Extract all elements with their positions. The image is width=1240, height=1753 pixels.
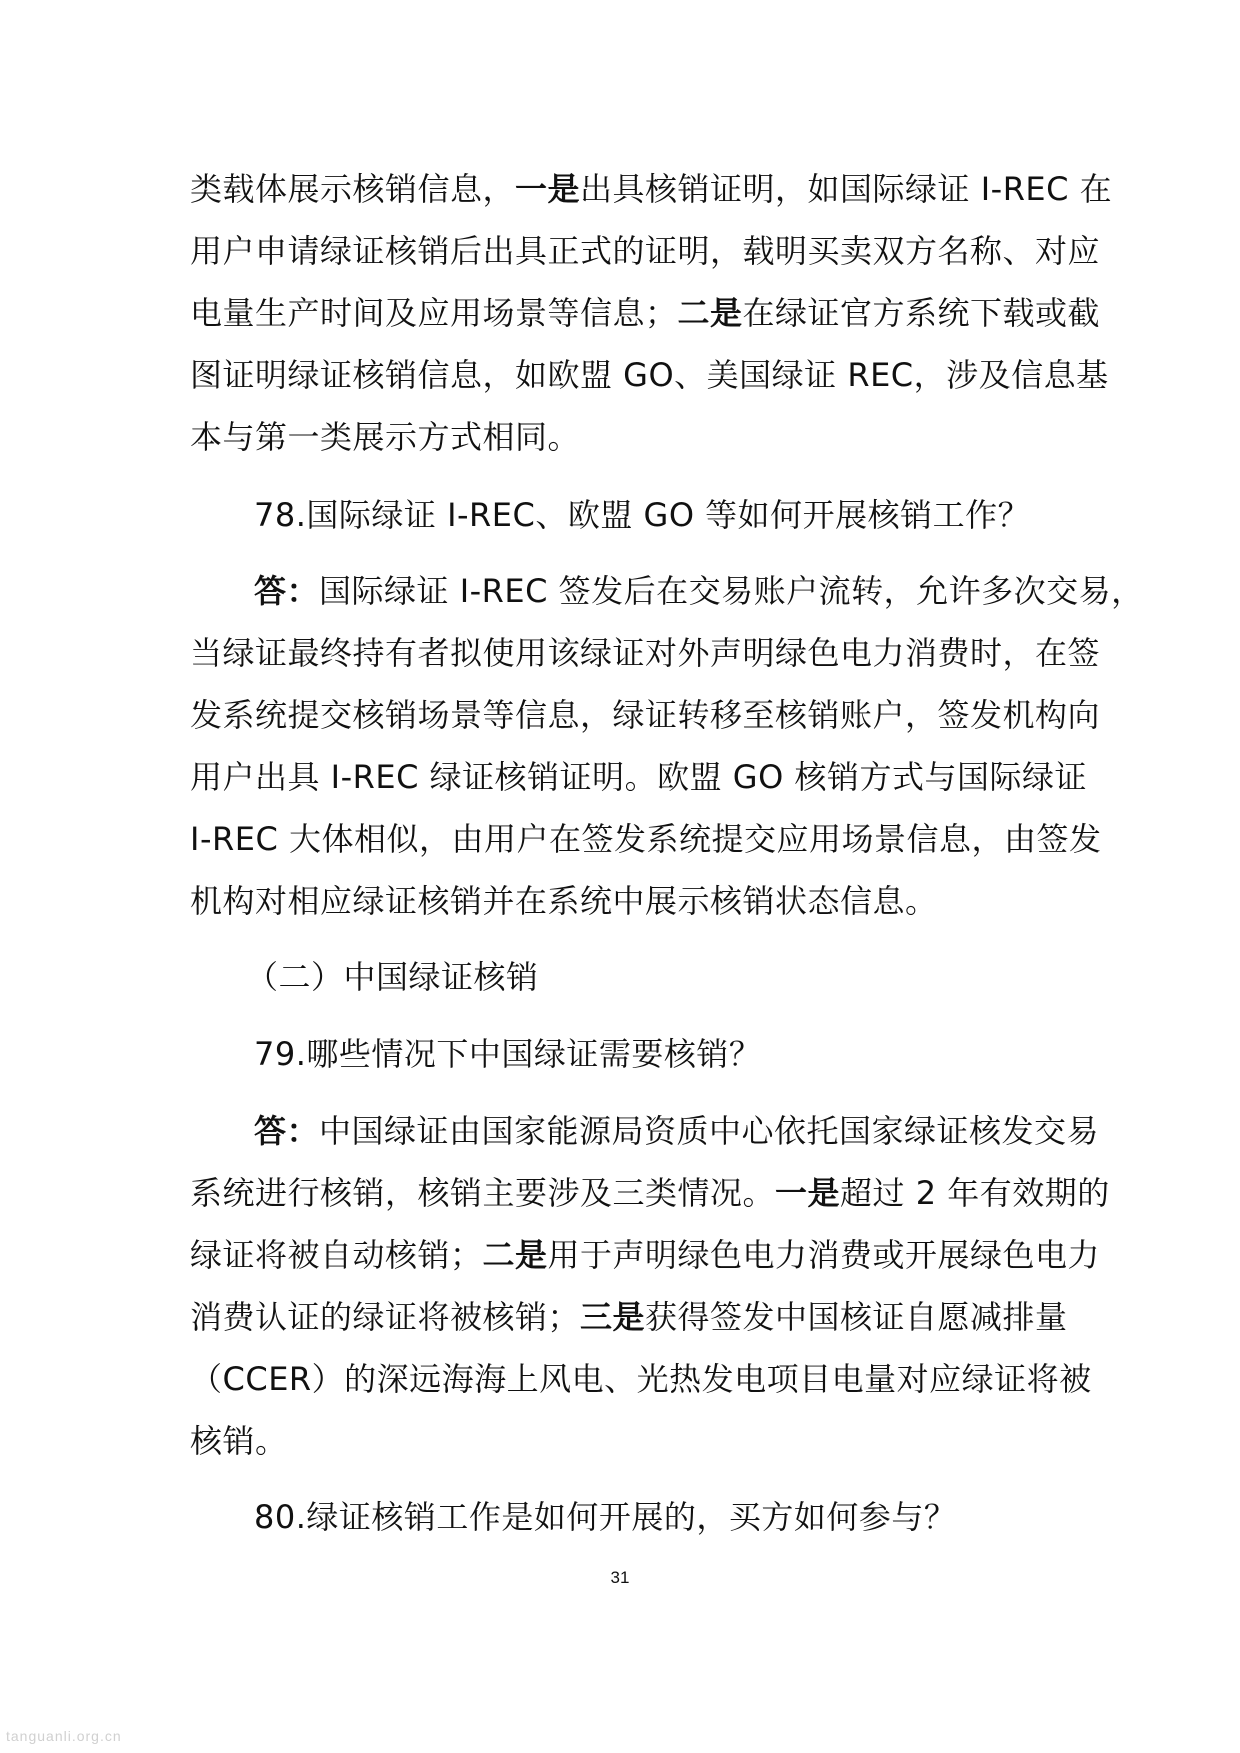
answer-label: 答： bbox=[254, 1112, 320, 1150]
paragraph-1 bbox=[190, 158, 1113, 468]
page-number: 31 bbox=[610, 1568, 630, 1587]
text-span: 类载体展示核销信息， bbox=[190, 170, 516, 208]
text-line bbox=[190, 560, 1144, 622]
question-80: 80.绿证核销工作是如何开展的，买方如何参与？ bbox=[254, 1498, 957, 1536]
question-79: 79.哪些情况下中国绿证需要核销？ bbox=[254, 1035, 762, 1073]
text-line: 用户出具 I-REC 绿证核销证明。欧盟 GO 核销方式与国际绿证 bbox=[190, 758, 1087, 796]
text-span: 消费认证的绿证将被核销； bbox=[190, 1298, 581, 1336]
text-line bbox=[190, 1100, 1100, 1162]
section-heading: （二）中国绿证核销 bbox=[246, 958, 539, 996]
text-line: I-REC 大体相似，由用户在签发系统提交应用场景信息，由签发 bbox=[190, 820, 1102, 858]
bold-marker: 二是 bbox=[677, 294, 743, 332]
text-line bbox=[190, 1224, 1101, 1286]
text-line bbox=[190, 282, 1101, 344]
text-line: 用户申请绿证核销后出具正式的证明，载明买卖双方名称、对应 bbox=[190, 232, 1101, 270]
answer-label: 答： bbox=[254, 572, 320, 610]
text-span: 获得签发中国核证自愿减排量 bbox=[645, 1298, 1068, 1336]
bold-marker: 三是 bbox=[580, 1298, 646, 1336]
text-line: （CCER）的深远海海上风电、光热发电项目电量对应绿证将被 bbox=[190, 1360, 1092, 1398]
answer-78 bbox=[190, 560, 1144, 932]
bold-marker: 一是 bbox=[515, 170, 581, 208]
text-span: 在绿证官方系统下载或截 bbox=[742, 294, 1101, 332]
text-line: 图证明绿证核销信息，如欧盟 GO、美国绿证 REC，涉及信息基 bbox=[190, 356, 1109, 394]
text-line: 机构对相应绿证核销并在系统中展示核销状态信息。 bbox=[190, 882, 938, 920]
text-line: 本与第一类展示方式相同。 bbox=[190, 418, 581, 456]
text-line: 发系统提交核销场景等信息，绿证转移至核销账户，签发机构向 bbox=[190, 696, 1101, 734]
text-line bbox=[190, 1286, 1068, 1348]
text-span: 用于声明绿色电力消费或开展绿色电力 bbox=[547, 1236, 1101, 1274]
text-span: 电量生产时间及应用场景等信息； bbox=[190, 294, 678, 332]
watermark: tanguanli.org.cn bbox=[6, 1728, 122, 1744]
text-line: 核销。 bbox=[190, 1422, 288, 1460]
text-span: 出具核销证明，如国际绿证 I-REC 在 bbox=[580, 170, 1113, 208]
text-span: 国际绿证 I-REC 签发后在交易账户流转，允许多次交易， bbox=[319, 572, 1144, 610]
text-span: 系统进行核销，核销主要涉及三类情况。 bbox=[190, 1174, 776, 1212]
text-line bbox=[190, 1162, 1110, 1224]
question-78: 78.国际绿证 I-REC、欧盟 GO 等如何开展核销工作？ bbox=[254, 496, 1031, 534]
text-span: 绿证将被自动核销； bbox=[190, 1236, 483, 1274]
text-line bbox=[190, 158, 1113, 220]
answer-79 bbox=[190, 1100, 1110, 1472]
text-span: 超过 2 年有效期的 bbox=[840, 1174, 1110, 1212]
bold-marker: 二是 bbox=[482, 1236, 548, 1274]
text-line: 当绿证最终持有者拟使用该绿证对外声明绿色电力消费时，在签 bbox=[190, 634, 1101, 672]
text-span: 中国绿证由国家能源局资质中心依托国家绿证核发交易 bbox=[319, 1112, 1100, 1150]
bold-marker: 一是 bbox=[775, 1174, 841, 1212]
